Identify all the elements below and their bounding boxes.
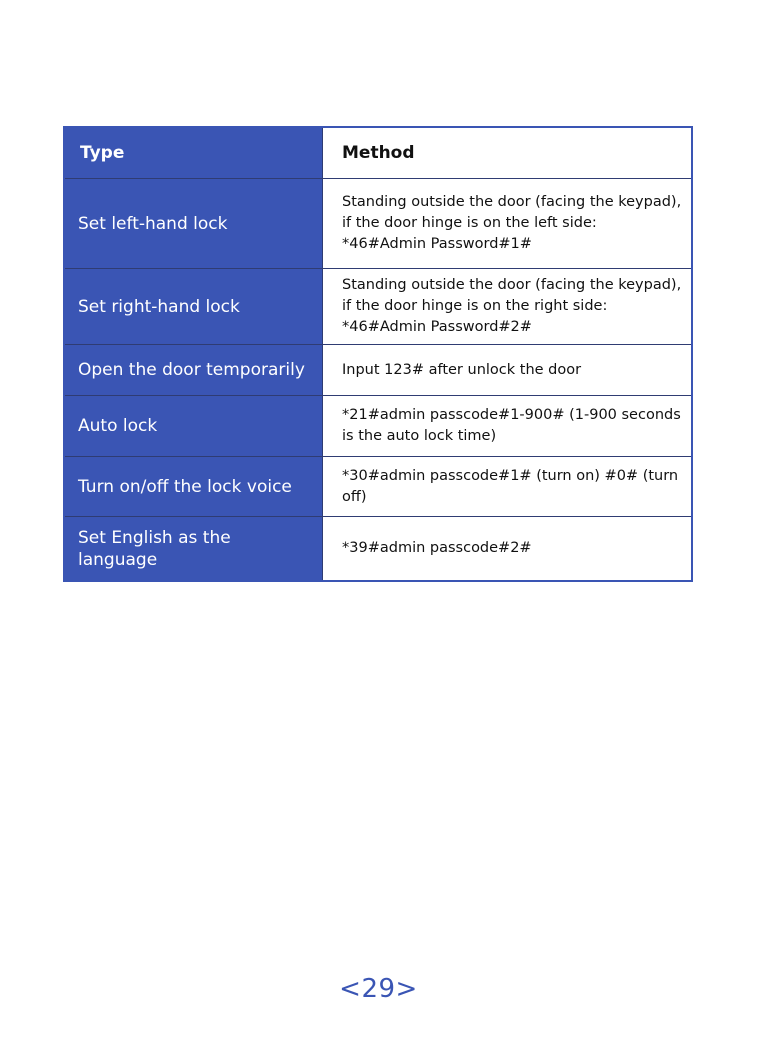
table-row xyxy=(65,396,691,457)
table-row xyxy=(65,179,691,269)
row-method: *21#admin passcode#1-900# (1-900 seconds is the auto lock time) xyxy=(323,396,691,456)
row-type: Set right-hand lock xyxy=(65,269,323,344)
table-row xyxy=(65,345,691,396)
row-method: *30#admin passcode#1# (turn on) #0# (turn off) xyxy=(323,457,691,516)
table-row xyxy=(65,517,691,580)
table-row xyxy=(65,269,691,345)
header-method: Method xyxy=(323,128,691,178)
header-type: Type xyxy=(65,128,323,178)
row-method: Standing outside the door (facing the keypad), if the door hinge is on the left side: *46#Admin Password#1# xyxy=(323,179,691,268)
row-type: Set English as the language xyxy=(65,517,323,580)
row-method: Input 123# after unlock the door xyxy=(323,345,691,395)
row-type: Open the door temporarily xyxy=(65,345,323,395)
table-row xyxy=(65,457,691,517)
row-type: Set left-hand lock xyxy=(65,179,323,268)
row-type: Turn on/off the lock voice xyxy=(65,457,323,516)
table-header-row xyxy=(65,128,691,179)
row-method: *39#admin passcode#2# xyxy=(323,517,691,580)
row-method: Standing outside the door (facing the keypad), if the door hinge is on the right side: *46#Admin Password#2# xyxy=(323,269,691,344)
settings-table xyxy=(63,126,693,582)
row-type: Auto lock xyxy=(65,396,323,456)
page-number: <29> xyxy=(339,974,418,1004)
